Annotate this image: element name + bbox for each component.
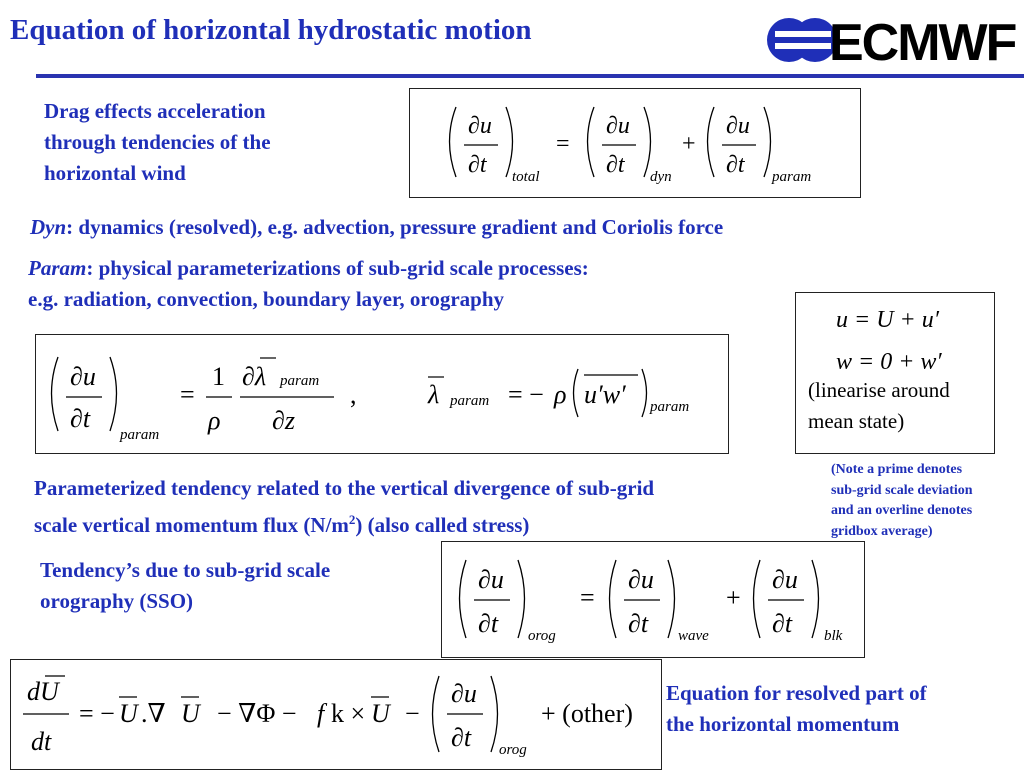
svg-text:+: + [726,583,741,612]
resolved-sub-orog: orog [499,742,527,758]
svg-text:ρ: ρ [554,380,567,409]
linearise-text-line: (linearise around [808,378,950,402]
svg-text:=: = [580,583,595,612]
note-line: and an overline denotes [831,503,973,518]
svg-text:∂u: ∂u [468,113,492,139]
svg-text:λ: λ [428,380,440,409]
param-sub-2: param [650,399,690,415]
other-term: + (other) [541,699,633,728]
drag-text [44,96,271,189]
svg-text:∂z: ∂z [272,406,295,435]
sub-orog: orog [528,628,556,644]
stress-superscript: 2 [348,512,356,527]
stress-line: Parameterized tendency related to the vertical divergence of sub-grid [34,476,655,500]
svg-text:∂u: ∂u [451,679,477,708]
svg-text:ρ: ρ [208,406,221,435]
lambda-sub: param [280,373,320,389]
svg-text:=: = [180,380,195,409]
param-term: Param [28,256,87,280]
param-text: : physical parameterizations of sub-grid scale processes: [86,256,589,280]
w-equation: w = 0 + w′ [836,349,942,375]
linearise-text-line: mean state) [808,409,905,433]
svg-text:−: − [405,699,420,728]
equation-total-box [409,88,861,198]
sso-line: Tendency’s due to sub-grid scale [40,558,331,582]
svg-text:∂u: ∂u [70,362,96,391]
sub-param: param [772,169,812,185]
note-line: gridbox average) [831,523,933,539]
svg-text:− ∇Φ −: − ∇Φ − [217,699,297,728]
svg-text:∂u: ∂u [726,113,750,139]
svg-text:∂t: ∂t [726,152,745,178]
equation-orog-box [441,541,865,658]
note-text [831,460,973,542]
sub-total: total [512,169,540,185]
dyn-term: Dyn [30,215,67,239]
svg-text:u′w′: u′w′ [584,380,626,409]
svg-text:+: + [682,131,696,157]
svg-text:∂t: ∂t [772,609,793,638]
svg-text:∂u: ∂u [478,565,504,594]
drag-text-line: horizontal wind [44,161,186,185]
svg-text:∂t: ∂t [606,152,625,178]
one: 1 [212,362,225,391]
comma: , [350,380,357,409]
svg-text:U: U [119,699,138,728]
param-line [28,253,589,315]
sso-text [40,555,330,617]
note-line: (Note a prime denotes [831,462,963,477]
sso-line: orography (SSO) [40,589,194,613]
logo-text: ECMWF [829,14,1016,68]
svg-text:=: = [556,131,570,157]
sub-blk: blk [824,628,843,644]
stress-part: scale vertical momentum flux (N/m [34,513,349,537]
drag-text-line: through tendencies of the [44,130,271,154]
svg-text:∂t: ∂t [70,404,91,433]
linearise-text [796,375,994,437]
param-sub: param [120,427,160,443]
svg-text:.∇: .∇ [141,699,166,728]
equation-resolved-box [10,659,662,770]
stress-part: ) (also called stress) [355,513,530,537]
svg-text:∂λ: ∂λ [242,362,267,391]
svg-text:dU: dU [27,677,59,706]
svg-text:∂t: ∂t [468,152,487,178]
u-equation: u = U + u′ [836,307,939,333]
resolved-line: the horizontal momentum [666,712,900,736]
svg-text:U: U [371,699,390,728]
dyn-text: : dynamics (resolved), e.g. advection, pressure gradient and Coriolis force [66,215,724,239]
page-title: Equation of horizontal hydrostatic motion [10,14,532,46]
sub-dyn: dyn [650,169,672,185]
svg-text:∂t: ∂t [478,609,499,638]
svg-text:= −: = − [79,699,115,728]
svg-text:∂u: ∂u [628,565,654,594]
svg-text:dt: dt [31,727,52,756]
resolved-text [666,678,927,740]
stress-line [34,504,654,541]
ecmwf-logo [765,12,1017,68]
dyn-line [30,212,723,243]
svg-text:∂u: ∂u [772,565,798,594]
svg-text:U: U [181,699,200,728]
svg-text:∂t: ∂t [628,609,649,638]
svg-text:∂t: ∂t [451,723,472,752]
linearise-box [795,292,995,454]
svg-text:k ×: k × [331,699,366,728]
title-rule [36,74,1024,78]
param-examples: e.g. radiation, convection, boundary layer, orography [28,287,505,311]
sub-wave: wave [678,628,709,644]
svg-text:f: f [317,699,325,728]
drag-text-line: Drag effects acceleration [44,99,266,123]
svg-text:∂u: ∂u [606,113,630,139]
svg-text:= −: = − [508,380,544,409]
equation-param-box [35,334,729,454]
stress-text [34,473,654,541]
note-line: sub-grid scale deviation [831,482,973,498]
lambda-sub-2: param [450,393,490,409]
resolved-line: Equation for resolved part of [666,681,927,705]
